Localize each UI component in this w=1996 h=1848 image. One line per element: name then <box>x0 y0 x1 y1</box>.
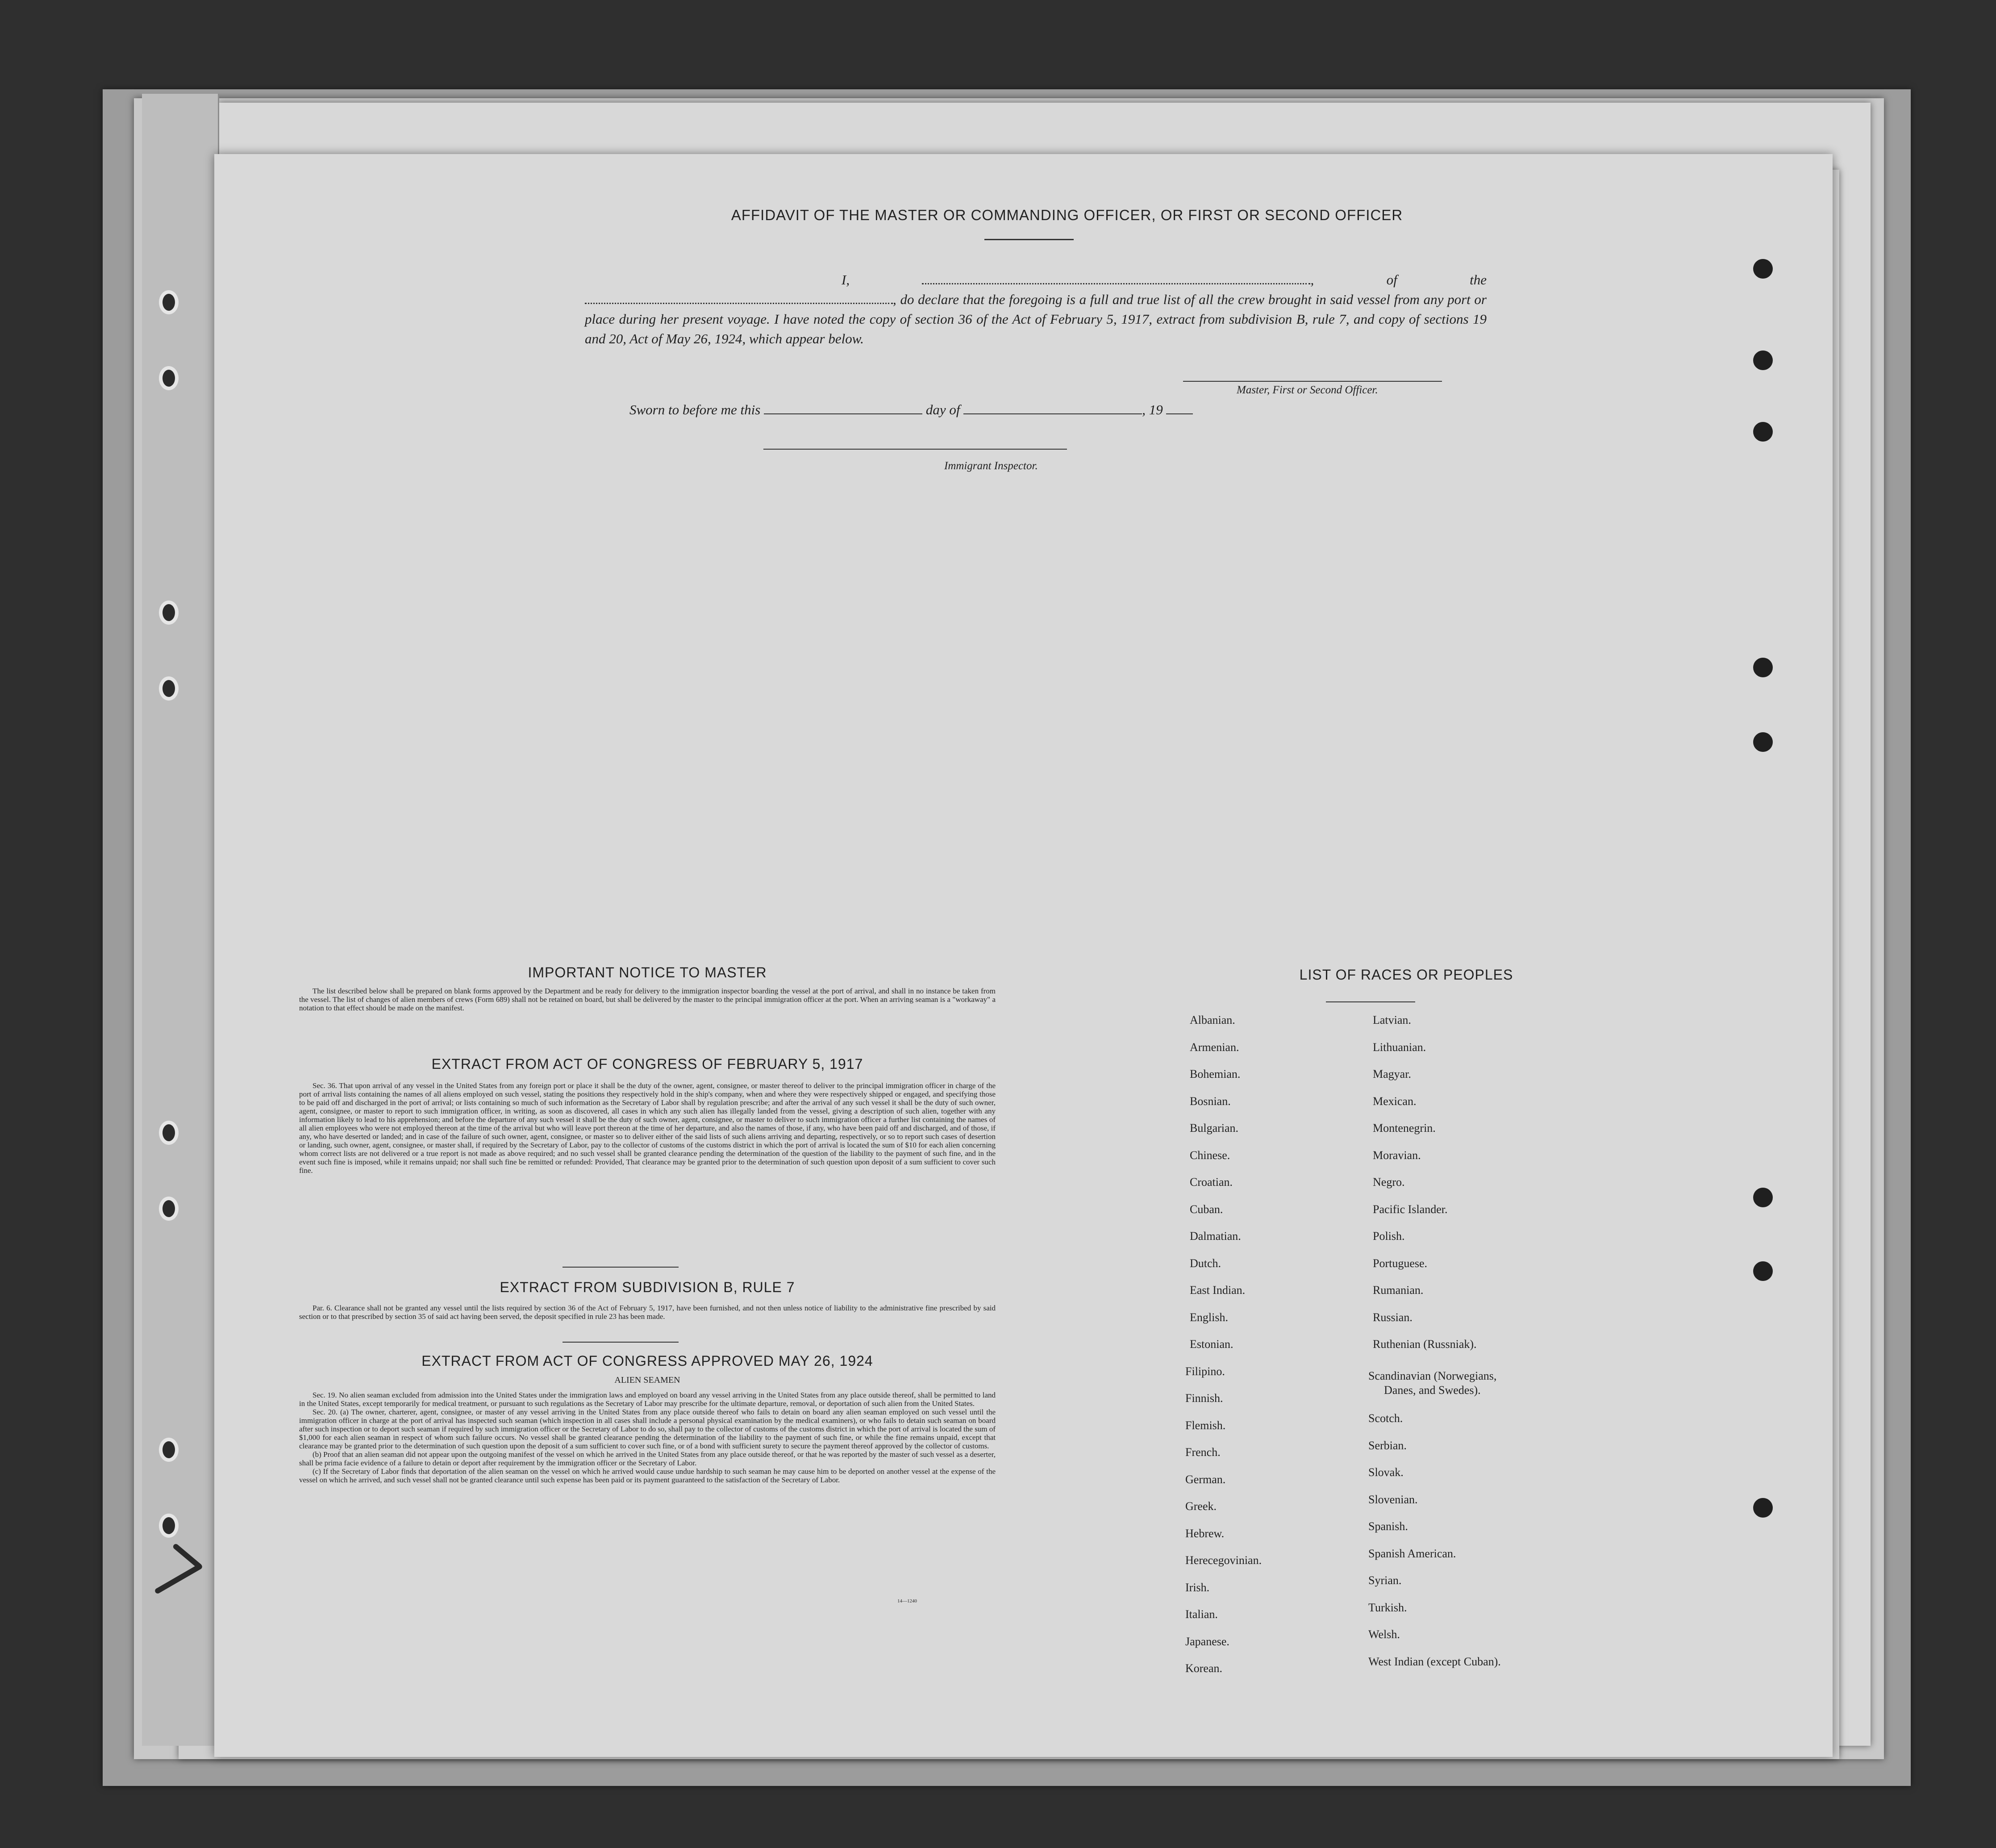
race-item: French. <box>1185 1446 1221 1459</box>
race-item: Slovak. <box>1368 1466 1404 1479</box>
form-number: 14—1240 <box>897 1598 917 1604</box>
race-item: Syrian. <box>1368 1574 1402 1587</box>
race-item: Dalmatian. <box>1190 1230 1241 1243</box>
race-item: Portuguese. <box>1373 1256 1428 1270</box>
affidavit-body: that the foregoing is a full and true list of all the crew brought in said vessel from any port or place during her present voyage. I have noted the copy of section 36 of the Act of February 5, 1917, extract from subdivision B, rule 7, and copy of sections 19 and 20, Act of May 26, 1924, which appear below. <box>585 292 1487 346</box>
divider <box>1326 1001 1415 1002</box>
divider <box>563 1267 679 1268</box>
affidavit-i-label: I, <box>842 272 850 288</box>
binder-strip <box>142 94 219 1746</box>
divider <box>563 1342 679 1343</box>
vessel-blank[interactable] <box>585 291 893 304</box>
race-item: Japanese. <box>1185 1635 1229 1648</box>
race-item: Greek. <box>1185 1500 1217 1513</box>
year-blank[interactable] <box>1166 402 1193 414</box>
race-item: East Indian. <box>1190 1284 1246 1297</box>
race-item: English. <box>1190 1310 1228 1324</box>
race-item: Scandinavian (Norwegians, <box>1368 1369 1497 1382</box>
race-item: Korean. <box>1185 1662 1223 1675</box>
punch-hole <box>1753 1188 1773 1207</box>
affidavit-do-declare: , do declare <box>893 292 959 307</box>
race-item: Bosnian. <box>1190 1094 1231 1108</box>
sec-20a-paragraph: Sec. 20. (a) The owner, charterer, agent, consignee, or master of any vessel arriving in the United States from any place outside thereof who fails to detain on board any alien seaman employed on such vessel until the immigration officer in charge at the port of arrival has inspected such seaman (which inspection in all cases shall include a personal physical examination by the medical examiners), or who fails to detain such seaman on board after such inspection or to deport such seaman if required by such immigration officer or the Secretary of Labor to do so, shall pay to the collector of customs of the customs district in which the port of arrival is located the sum of $1,000 for each alien seaman in respect of whom such failure occurs. No vessel shall be granted clearance pending the determination of the liability to the payment of such fine, or while the fine remains unpaid, except that clearance may be granted prior to the determination of such question upon the deposit of a sum sufficient to cover such fine, or of a bond with sufficient surety to secure the payment thereof approved by the collector of customs. <box>299 1408 996 1450</box>
punch-hole <box>1753 422 1773 442</box>
race-item: Albanian. <box>1190 1014 1235 1026</box>
affidavit-of-the: , of the <box>1310 272 1487 288</box>
race-item: Ruthenian (Russniak). <box>1373 1338 1477 1351</box>
race-item: Flemish. <box>1185 1418 1226 1432</box>
race-item: Montenegrin. <box>1373 1122 1436 1135</box>
race-item: Latvian. <box>1373 1014 1411 1026</box>
binder-hole <box>159 676 179 701</box>
race-item: Russian. <box>1373 1310 1413 1324</box>
extract-1917-text <box>299 1081 996 1175</box>
binder-hole <box>159 290 179 314</box>
year-label: , 19 <box>1142 402 1163 417</box>
day-of-label: day of <box>925 402 960 417</box>
document-page <box>214 154 1833 1757</box>
subdivision-b-title: EXTRACT FROM SUBDIVISION B, RULE 7 <box>500 1279 795 1295</box>
race-item: Spanish. <box>1368 1520 1408 1533</box>
section-36-paragraph: Sec. 36. That upon arrival of any vessel in the United States from any foreign port or place it shall be the duty of the owner, agent, consignee, or master thereof to deliver to the principal immigration officer in charge of the port of arrival lists containing the names of all aliens employed on such vessel, stating the positions they respectively hold in the ship's company, when and where they were respectively shipped or engaged, and specifying those to be paid off and discharged in the port of arrival; or lists containing so much of such information as the Secretary of Labor shall by regulation prescribe; and after the arrival of any such vessel it shall be the duty of such owner, agent, consignee, or master to report to such immigration officer, in writing, as soon as discovered, all cases in which any such alien has illegally landed from the vessel, giving a description of such alien, together with any information likely to lead to his apprehension; and before the departure of any such vessel it shall be the duty of such owner, agent, consignee, or master to deliver to such immigration officer a further list containing the names of all alien employees who were not employed thereon at the time of the arrival but who will leave port thereon at the time of her departure, and also the names of those, if any, who have been paid off and discharged, and of those, if any, who have deserted or landed; and in case of the failure of such owner, agent, consignee, or master so to deliver either of the said lists of such aliens arriving and departing, respectively, or so to report such cases of desertion or landing, such owner, agent, consignee, or master shall, if required by the Secretary of Labor, pay to the collector of customs of the customs district in which the port of arrival is located the sum of $10 for each alien concerning whom correct lists are not delivered or a true report is not made as above required; and no such vessel shall be granted clearance pending the determination of the question of the liability to the payment of such fine, and in the event such fine is imposed, while it remains unpaid; nor shall such fine be remitted or refunded: Provided, That clearance may be granted prior to the determination of such question upon deposit of a sum sufficient to cover such fine. <box>299 1081 996 1175</box>
race-item: Chinese. <box>1190 1148 1230 1162</box>
punch-hole <box>1753 1498 1773 1518</box>
binder-hole <box>159 1438 179 1462</box>
binder-hole <box>159 1514 179 1538</box>
punch-hole <box>1753 350 1773 370</box>
month-blank[interactable] <box>963 402 1142 414</box>
race-item: Polish. <box>1373 1230 1405 1243</box>
races-title: LIST OF RACES OR PEOPLES <box>1299 967 1513 983</box>
race-item: Filipino. <box>1185 1364 1225 1378</box>
extract-1924-text <box>299 1391 996 1484</box>
race-item: West Indian (except Cuban). <box>1368 1655 1501 1668</box>
race-item: Irish. <box>1185 1581 1210 1594</box>
binder-hole <box>159 366 179 390</box>
notice-paragraph: The list described below shall be prepared on blank forms approved by the Department and be ready for delivery to the immigration inspector boarding the vessel at the port of arrival, and shall in no instance be taken from the vessel. The list of changes of alien members of crews (Form 689) shall not be retained on board, but shall be delivered by the master to the principal immigration officer at the port. When an arriving seaman is a "workaway" a notation to that effect should be made on the manifest. <box>299 987 996 1012</box>
par-6-paragraph: Par. 6. Clearance shall not be granted any vessel until the lists required by section 36 of the Act of February 5, 1917, have been furnished, and not then unless notice of liability to the administrative fine prescribed by said section or to that prescribed by section 35 of said act having been served, the deposit specified in rule 23 has been made. <box>299 1304 996 1321</box>
master-signature-label: Master, First or Second Officer. <box>1237 384 1378 396</box>
name-blank[interactable] <box>922 271 1310 284</box>
race-item: Italian. <box>1185 1608 1218 1621</box>
binder-hole <box>159 601 179 625</box>
sec-20b-paragraph: (b) Proof that an alien seaman did not appear upon the outgoing manifest of the vessel on which he arrived in the United States from any place outside thereof, or that he was reported by the master of such vessel as a deserter, shall be prima facie evidence of a failure to detain or deport after requirement by the immigration officer or the Secretary of Labor. <box>299 1450 996 1467</box>
day-blank[interactable] <box>764 402 922 414</box>
inspector-signature-line[interactable] <box>763 449 1067 450</box>
extract-1924-title: EXTRACT FROM ACT OF CONGRESS APPROVED MAY 26, 1924 <box>421 1353 873 1369</box>
sworn-label: Sworn to before me this <box>629 402 761 417</box>
notice-text <box>299 987 996 1012</box>
race-item: Estonian. <box>1190 1338 1233 1351</box>
race-item: Bohemian. <box>1190 1068 1241 1080</box>
race-item: Finnish. <box>1185 1392 1223 1405</box>
affidavit-text <box>585 270 1487 349</box>
race-item: Serbian. <box>1368 1439 1407 1452</box>
divider <box>984 239 1074 240</box>
race-item: Herecegovinian. <box>1185 1554 1262 1567</box>
race-item: Danes, and Swedes). <box>1384 1383 1481 1397</box>
punch-hole <box>1753 658 1773 677</box>
race-item: Dutch. <box>1190 1256 1221 1270</box>
notice-title: IMPORTANT NOTICE TO MASTER <box>528 964 767 980</box>
race-item: Mexican. <box>1373 1094 1417 1108</box>
binder-hole <box>159 1121 179 1145</box>
race-item: Moravian. <box>1373 1148 1421 1162</box>
race-item: Bulgarian. <box>1190 1122 1239 1135</box>
race-item: Pacific Islander. <box>1373 1202 1448 1216</box>
race-item: Rumanian. <box>1373 1284 1424 1297</box>
race-item: Slovenian. <box>1368 1493 1418 1506</box>
race-item: Spanish American. <box>1368 1547 1456 1560</box>
binder-hole <box>159 1197 179 1221</box>
punch-hole <box>1753 259 1773 279</box>
sec-19-paragraph: Sec. 19. No alien seaman excluded from admission into the United States under the immigration laws and employed on board any vessel arriving in the United States from any place outside thereof, shall be permitted to land in the United States, except temporarily for medical treatment, or pursuant to such regulations as the Secretary of Labor may prescribe for the ultimate departure, removal, or deportation of such alien from the United States. <box>299 1391 996 1408</box>
sworn-line <box>629 402 1193 418</box>
race-item: German. <box>1185 1473 1226 1486</box>
race-item: Armenian. <box>1190 1040 1239 1054</box>
race-item: Cuban. <box>1190 1202 1223 1216</box>
race-item: Magyar. <box>1373 1068 1411 1080</box>
affidavit-title: AFFIDAVIT OF THE MASTER OR COMMANDING OFFICER, OR FIRST OR SECOND OFFICER <box>731 207 1403 223</box>
extract-1917-title: EXTRACT FROM ACT OF CONGRESS OF FEBRUARY 5, 1917 <box>431 1056 863 1072</box>
subdivision-b-text <box>299 1304 996 1321</box>
race-item: Negro. <box>1373 1176 1405 1189</box>
alien-seamen-subtitle: ALIEN SEAMEN <box>614 1375 680 1385</box>
race-item: Lithuanian. <box>1373 1040 1426 1054</box>
punch-hole <box>1753 732 1773 752</box>
race-item: Scotch. <box>1368 1412 1403 1425</box>
race-item: Turkish. <box>1368 1601 1407 1614</box>
race-item: Hebrew. <box>1185 1527 1225 1540</box>
inspector-label: Immigrant Inspector. <box>944 460 1038 472</box>
sec-20c-paragraph: (c) If the Secretary of Labor finds that deportation of the alien seaman on the vessel on which he arrived would cause undue hardship to such seaman he may cause him to be deported on another vessel at the expense of the vessel on which he arrived, and such vessel shall not be granted clearance until such expense has been paid or its payment guaranteed to the satisfaction of the Secretary of Labor. <box>299 1467 996 1484</box>
punch-hole <box>1753 1261 1773 1281</box>
race-item: Croatian. <box>1190 1176 1233 1189</box>
race-item: Welsh. <box>1368 1628 1400 1641</box>
signature-line[interactable] <box>1183 381 1442 382</box>
